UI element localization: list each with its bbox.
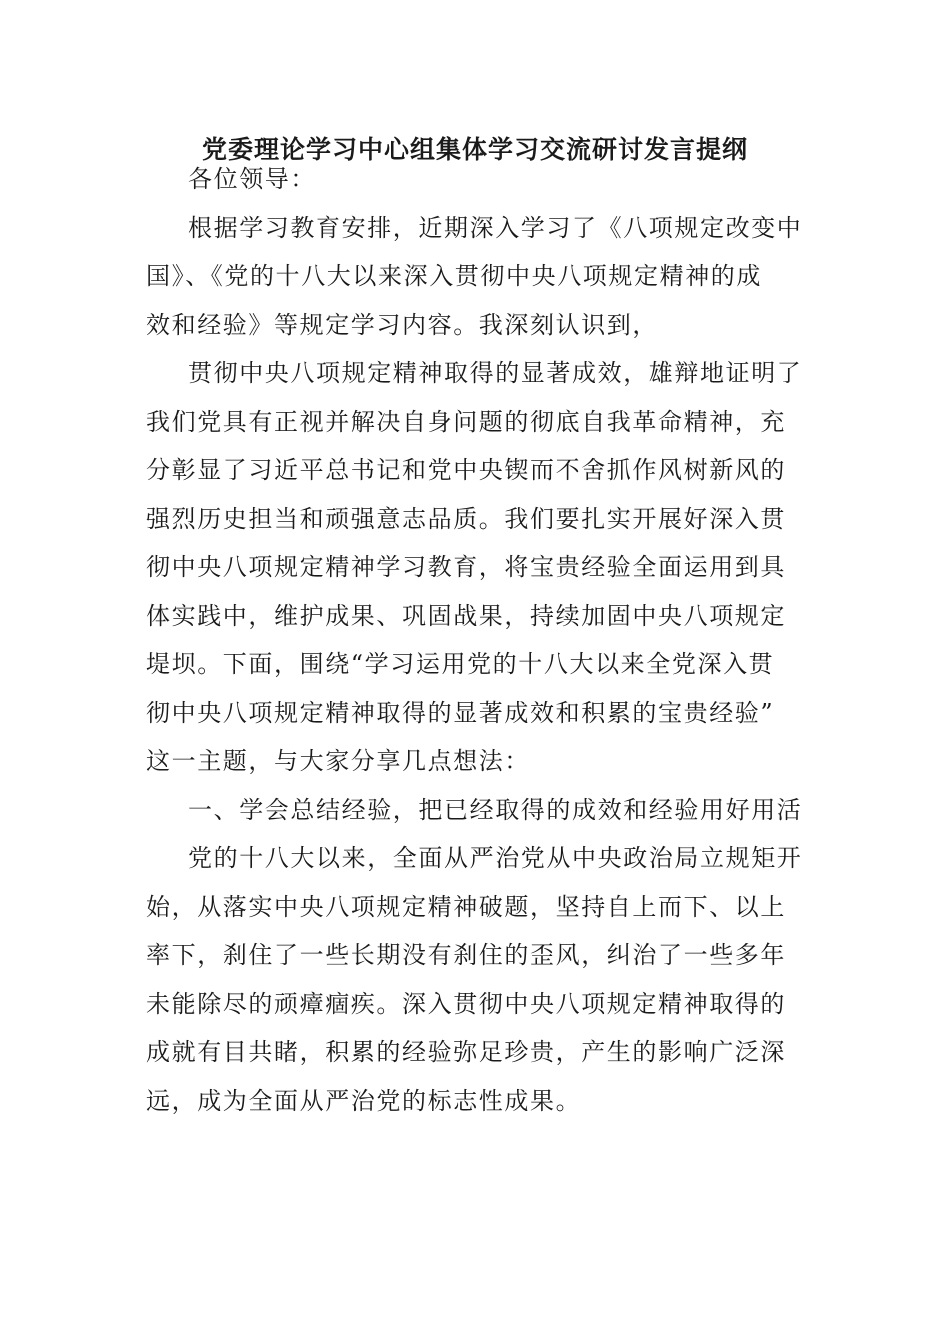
paragraph-line: 未能除尽的顽瘴痼疾。深入贯彻中央八项规定精神取得的 xyxy=(146,989,786,1018)
paragraph-line: 率下，刹住了一些长期没有刹住的歪风，纠治了一些多年 xyxy=(146,941,786,969)
paragraph-line: 贯彻中央八项规定精神取得的显著成效，雄辩地证明了 xyxy=(188,359,803,387)
paragraph-line: 我们党具有正视并解决自身问题的彻底自我革命精神，充 xyxy=(146,407,786,436)
document-title: 党委理论学习中心组集体学习交流研讨发言提纲 xyxy=(201,135,748,164)
paragraph-2 xyxy=(146,349,806,786)
paragraph-line: 堤坝。下面，围绕“学习运用党的十八大以来全党深入贯 xyxy=(146,650,775,678)
paragraph-3 xyxy=(146,834,806,1125)
salutation: 各位领导： xyxy=(188,165,316,193)
paragraph-line: 远，成为全面从严治党的标志性成果。 xyxy=(146,1086,582,1115)
paragraph-line: 体实践中，维护成果、巩固战果，持续加固中央八项规定 xyxy=(146,601,786,630)
paragraph-line: 分彰显了习近平总书记和党中央锲而不舍抓作风树新风的 xyxy=(146,456,786,484)
paragraph-1 xyxy=(146,204,806,350)
paragraph-line: 效和经验》等规定学习内容。我深刻认识到， xyxy=(146,310,658,339)
paragraph-line: 国》、《党的十八大以来深入贯彻中央八项规定精神的成 xyxy=(146,262,762,290)
paragraph-line: 强烈历史担当和顽强意志品质。我们要扎实开展好深入贯 xyxy=(146,504,786,533)
document-body xyxy=(146,155,806,1125)
paragraph-line: 始，从落实中央八项规定精神破题，坚持自上而下、以上 xyxy=(146,892,786,921)
paragraph-line: 彻中央八项规定精神学习教育，将宝贵经验全面运用到具 xyxy=(146,553,786,581)
paragraph-line: 彻中央八项规定精神取得的显著成效和积累的宝贵经验” xyxy=(146,698,775,727)
paragraph-line: 党的十八大以来，全面从严治党从中央政治局立规矩开 xyxy=(188,844,803,872)
paragraph-line: 这一主题，与大家分享几点想法： xyxy=(146,747,530,775)
section-heading-1 xyxy=(146,786,806,835)
paragraph-line: 成就有目共睹，积累的经验弥足珍贵，产生的影响广泛深 xyxy=(146,1038,786,1066)
section-heading-line: 一、学会总结经验，把已经取得的成效和经验用好用活 xyxy=(188,795,803,824)
paragraph-line: 根据学习教育安排，近期深入学习了《八项规定改变中 xyxy=(188,213,803,242)
